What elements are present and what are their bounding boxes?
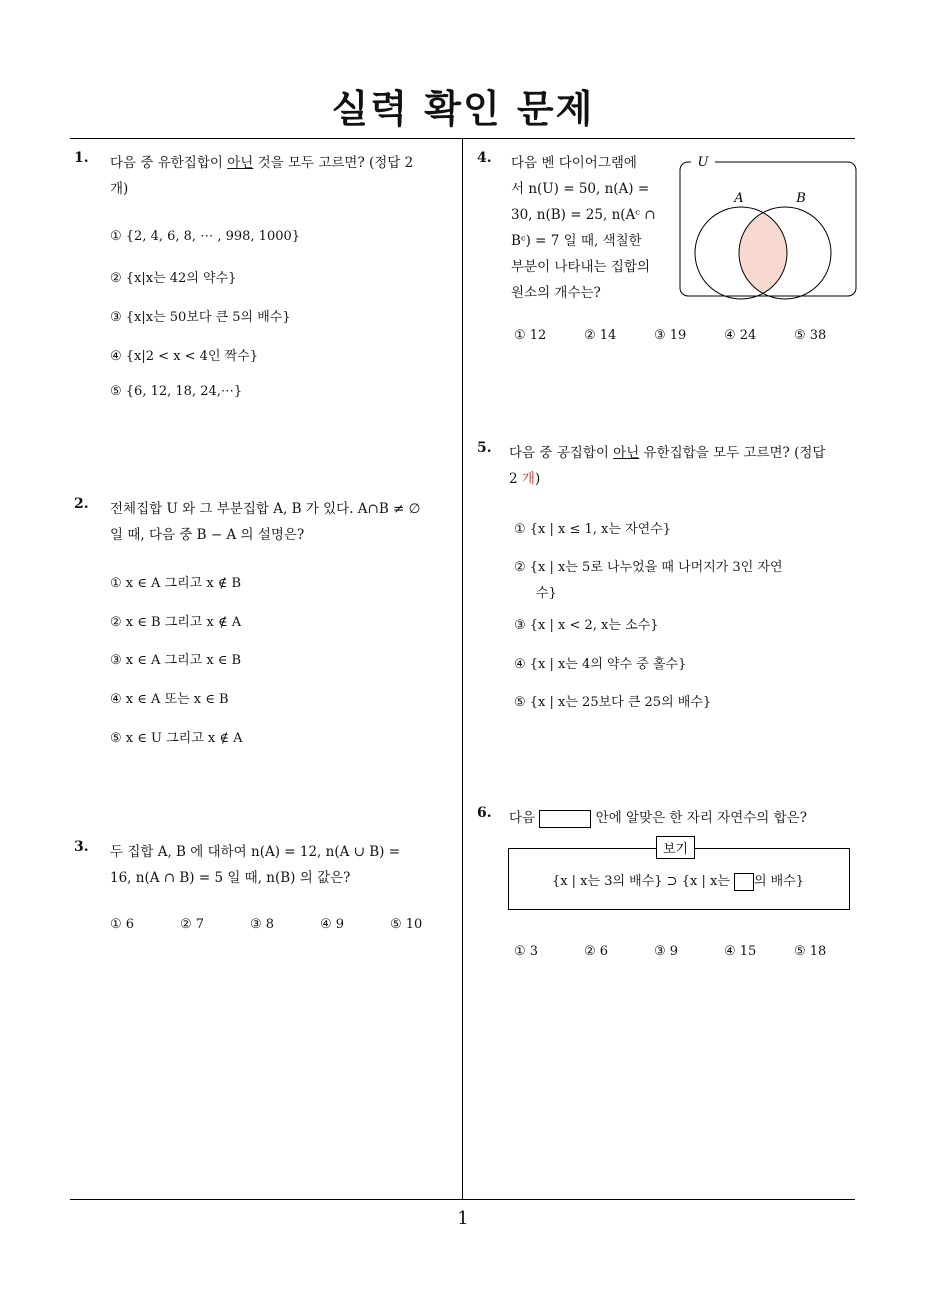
option[interactable]: ④ {x|2 < x < 4인 짝수}: [110, 349, 259, 364]
question-text-part: 유한집합을 모두 고르면? (정답: [639, 445, 826, 461]
question-text: [509, 440, 859, 492]
question-text-part: 2: [509, 471, 522, 487]
question-text-part: 다음 중 유한집합이: [110, 155, 228, 171]
question-number: 4.: [477, 150, 492, 166]
question-text-part: 두 집합 A, B 에 대하여 n(A) = 12, n(A ∪ B) =: [110, 844, 401, 860]
page-number: 1: [457, 1208, 469, 1229]
question-text-part: ): [534, 471, 541, 487]
option[interactable]: ④ x ∈ A 또는 x ∈ B: [110, 692, 229, 707]
option[interactable]: ③ 19: [654, 328, 687, 343]
option[interactable]: ⑤ {x | x는 25보다 큰 25의 배수}: [514, 695, 712, 710]
option[interactable]: ③ 9: [654, 944, 679, 959]
option[interactable]: ① {x | x ≤ 1, x는 자연수}: [514, 522, 672, 537]
option[interactable]: ③ 8: [250, 917, 275, 932]
question-text-part: 16, n(A ∩ B) = 5 일 때, n(B) 의 값은?: [110, 870, 351, 886]
question-text: [110, 150, 460, 202]
option[interactable]: ⑤ {6, 12, 18, 24,⋯}: [110, 384, 243, 399]
question-text: [511, 150, 676, 306]
underlined-word: 아닌: [613, 445, 640, 461]
option[interactable]: ② 6: [584, 944, 609, 959]
option[interactable]: ⑤ x ∈ U 그리고 x ∉ A: [110, 731, 243, 746]
option[interactable]: ⑤ 18: [794, 944, 827, 959]
question-text-part: 일 때, 다음 중 B − A 의 설명은?: [110, 527, 305, 543]
question-text-part: 것을 모두 고르면? (정답 2: [253, 155, 414, 171]
option[interactable]: ② x ∈ B 그리고 x ∉ A: [110, 615, 242, 630]
option[interactable]: ④ 9: [320, 917, 345, 932]
question-text: [110, 496, 460, 548]
option[interactable]: ② {x | x는 5로 나누었을 때 나머지가 3인 자연: [514, 560, 783, 575]
answer-blank-box: [539, 810, 591, 828]
label-a: A: [734, 191, 744, 206]
option[interactable]: ③ x ∈ A 그리고 x ∈ B: [110, 653, 242, 668]
question-number: 3.: [74, 839, 89, 855]
question-text: [509, 805, 859, 831]
underlined-word: 아닌: [227, 155, 254, 171]
question-text-part: 원소의 개수는?: [511, 285, 601, 301]
option[interactable]: ① {2, 4, 6, 8, ⋯ , 998, 1000}: [110, 229, 301, 244]
option-continuation: 수}: [536, 586, 557, 601]
option[interactable]: ① 3: [514, 944, 539, 959]
example-text-part: 의 배수}: [753, 874, 805, 889]
option[interactable]: ② {x|x는 42의 약수}: [110, 271, 237, 286]
option[interactable]: ② 14: [584, 328, 617, 343]
question-text-part: 서 n(U) = 50, n(A) =: [511, 181, 650, 197]
question-text-part: 다음: [509, 810, 540, 826]
question-text-part: 개): [110, 181, 129, 197]
question-text-part: 안에 알맞은 한 자리 자연수의 합은?: [591, 810, 807, 826]
option[interactable]: ⑤ 10: [390, 917, 423, 932]
highlighted-word: 개: [521, 471, 535, 487]
question-number: 1.: [74, 150, 89, 166]
bottom-rule: [70, 1199, 855, 1200]
option[interactable]: ③ {x|x는 50보다 큰 5의 배수}: [110, 310, 291, 325]
option[interactable]: ① 12: [514, 328, 547, 343]
option[interactable]: ⑤ 38: [794, 328, 827, 343]
option[interactable]: ③ {x | x < 2, x는 소수}: [514, 618, 659, 633]
label-u: U: [697, 155, 709, 170]
question-text-part: 다음 중 공집합이: [509, 445, 614, 461]
question-number: 5.: [477, 440, 492, 456]
option[interactable]: ① 6: [110, 917, 135, 932]
option[interactable]: ② 7: [180, 917, 205, 932]
venn-diagram: [679, 150, 859, 300]
option[interactable]: ④ 15: [724, 944, 757, 959]
column-divider: [462, 139, 463, 1199]
example-box-content: [508, 870, 848, 891]
blank-square: [734, 873, 754, 891]
example-text-part: {x | x는 3의 배수} ⊃ {x | x는: [551, 874, 734, 889]
question-text-part: 30, n(B) = 25, n(Aᶜ ∩: [511, 207, 656, 223]
question-number: 6.: [477, 805, 492, 821]
question-text: [110, 839, 460, 891]
option[interactable]: ① x ∈ A 그리고 x ∉ B: [110, 576, 242, 591]
question-number: 2.: [74, 496, 89, 512]
label-b: B: [796, 191, 806, 206]
option[interactable]: ④ 24: [724, 328, 757, 343]
page-title: 실력 확인 문제: [331, 87, 595, 131]
question-text-part: 다음 벤 다이어그램에: [511, 155, 637, 171]
question-text-part: Bᶜ) = 7 일 때, 색칠한: [511, 233, 642, 249]
option[interactable]: ④ {x | x는 4의 약수 중 홀수}: [514, 657, 687, 672]
question-text-part: 부분이 나타내는 집합의: [511, 259, 650, 275]
question-text-part: 전체집합 U 와 그 부분집합 A, B 가 있다. A∩B ≠ ∅: [110, 501, 421, 517]
example-box-label: 보기: [656, 836, 695, 859]
